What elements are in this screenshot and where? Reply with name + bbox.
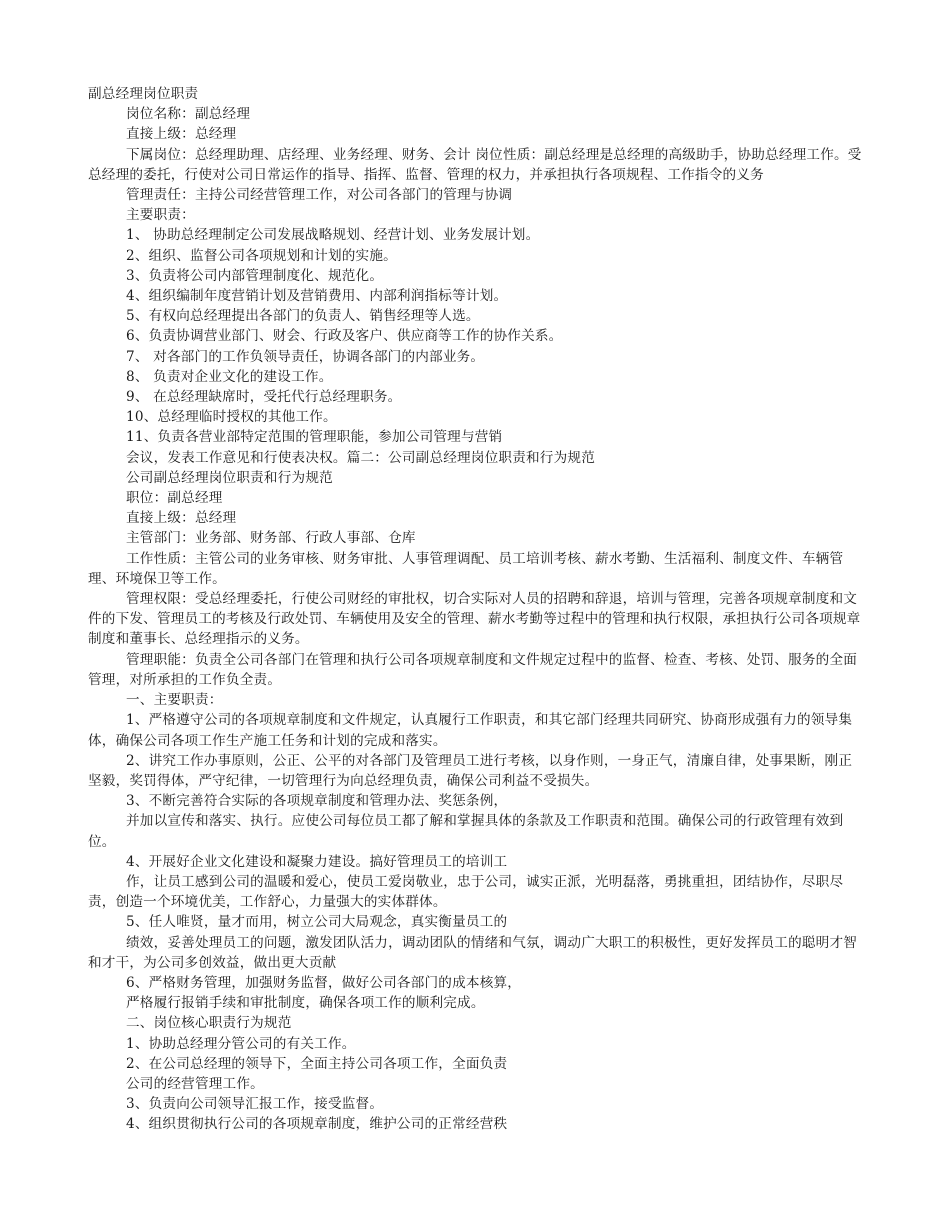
paragraph: 工作性质：主管公司的业务审核、财务审批、人事管理调配、员工培训考核、薪水考勤、生活福利、制度文件、车辆管理、环境保卫等工作。 — [88, 550, 844, 587]
paragraph: 会议，发表工作意见和行使表决权。篇二：公司副总经理岗位职责和行为规范 — [126, 449, 595, 466]
paragraph: 二、岗位核心职责行为规范 — [126, 1015, 292, 1032]
paragraph: 管理责任：主持公司经营管理工作，对公司各部门的管理与协调 — [126, 187, 513, 204]
paragraph: 4、开展好企业文化建设和凝聚力建设。搞好管理员工的培训工 — [126, 853, 508, 870]
paragraph: 6、严格财务管理，加强财务监督，做好公司各部门的成本核算， — [126, 974, 522, 991]
paragraph: 2、组织、监督公司各项规划和计划的实施。 — [126, 247, 397, 264]
paragraph: 管理权限：受总经理委托，行使公司财经的审批权，切合实际对人员的招聘和辞退，培训与管理，完善各项规章制度和文件的下发、管理员工的考核及行政处罚、车辆使用及安全的管理、薪水考勤等过程中的管理和执行权限，承担执行公司各项规章制度和董事长、总经理指示的义务。 — [88, 591, 861, 648]
paragraph: 6、负责协调营业部门、财会、行政及客户、供应商等工作的协作关系。 — [126, 328, 563, 345]
paragraph: 直接上级：总经理 — [126, 510, 237, 527]
paragraph: 绩效，妥善处理员工的问题，激发团队活力，调动团队的情绪和气氛，调动广大职工的积极性，更好发挥员工的聪明才智和才干，为公司多创效益，做出更大贡献 — [88, 934, 858, 971]
paragraph: 7、 对各部门的工作负领导责任，协调各部门的内部业务。 — [126, 348, 485, 365]
paragraph: 10、总经理临时授权的其他工作。 — [126, 409, 337, 426]
paragraph: 5、任人唯贤，量才而用，树立公司大局观念，真实衡量员工的 — [126, 914, 508, 931]
paragraph: 1、协助总经理分管公司的有关工作。 — [126, 1035, 356, 1052]
document-page — [88, 84, 863, 1135]
paragraph: 1、 协助总经理制定公司发展战略规划、经营计划、业务发展计划。 — [126, 227, 540, 244]
paragraph: 一、主要职责： — [126, 692, 223, 709]
document-title: 副总经理岗位职责 — [88, 86, 199, 102]
paragraph: 主要职责： — [126, 207, 195, 224]
paragraph: 2、讲究工作办事原则，公正、公平的对各部门及管理员工进行考核，以身作则，一身正气，清廉自律，处事果断，刚正坚毅，奖罚得体，严守纪律，一切管理行为向总经理负责，确保公司利益不受损失。 — [88, 752, 853, 789]
document-body — [88, 104, 863, 1134]
paragraph: 下属岗位：总经理助理、店经理、业务经理、财务、会计 岗位性质：副总经理是总经理的高级助手，协助总经理工作。受总经理的委托，行使对公司日常运作的指导、指挥、监督、管理的权力，并承担执行各项规程、工作指令的义务 — [88, 146, 862, 183]
paragraph: 4、组织贯彻执行公司的各项规章制度，维护公司的正常经营秩 — [126, 1116, 508, 1133]
paragraph: 管理职能：负责全公司各部门在管理和执行公司各项规章制度和文件规定过程中的监督、检查、考核、处罚、服务的全面管理，对所承担的工作负全责。 — [88, 651, 858, 688]
paragraph: 并加以宣传和落实、执行。应使公司每位员工都了解和掌握具体的条款及工作职责和范围。确保公司的行政管理有效到位。 — [88, 813, 844, 850]
paragraph: 3、不断完善符合实际的各项规章制度和管理办法、奖惩条例， — [126, 793, 508, 810]
paragraph: 主管部门：业务部、财务部、行政人事部、仓库 — [126, 530, 416, 547]
paragraph: 1、严格遵守公司的各项规章制度和文件规定，认真履行工作职责，和其它部门经理共同研究、协商形成强有力的领导集体，确保公司各项工作生产施工任务和计划的完成和落实。 — [88, 712, 853, 749]
paragraph: 3、负责将公司内部管理制度化、规范化。 — [126, 267, 384, 284]
paragraph: 8、 负责对企业文化的建设工作。 — [126, 368, 333, 385]
paragraph: 严格履行报销手续和审批制度，确保各项工作的顺利完成。 — [126, 995, 485, 1012]
paragraph: 5、有权向总经理提出各部门的负责人、销售经理等人选。 — [126, 308, 480, 325]
paragraph: 4、组织编制年度营销计划及营销费用、内部利润指标等计划。 — [126, 288, 508, 305]
paragraph: 11、负责各营业部特定范围的管理职能，参加公司管理与营销 — [126, 429, 503, 446]
paragraph: 3、负责向公司领导汇报工作，接受监督。 — [126, 1096, 384, 1113]
paragraph: 岗位名称：副总经理 — [126, 106, 251, 123]
paragraph: 9、 在总经理缺席时，受托代行总经理职务。 — [126, 389, 402, 406]
paragraph: 公司的经营管理工作。 — [126, 1075, 264, 1092]
paragraph: 职位：副总经理 — [126, 490, 223, 507]
paragraph: 公司副总经理岗位职责和行为规范 — [126, 469, 333, 486]
paragraph: 2、在公司总经理的领导下，全面主持公司各项工作，全面负责 — [126, 1055, 508, 1072]
paragraph: 直接上级：总经理 — [126, 126, 237, 143]
paragraph: 作，让员工感到公司的温暖和爱心，使员工爱岗敬业，忠于公司，诚实正派，光明磊落，勇挑重担，团结协作，尽职尽责，创造一个环境优美，工作舒心，力量强大的实体群体。 — [88, 873, 844, 911]
